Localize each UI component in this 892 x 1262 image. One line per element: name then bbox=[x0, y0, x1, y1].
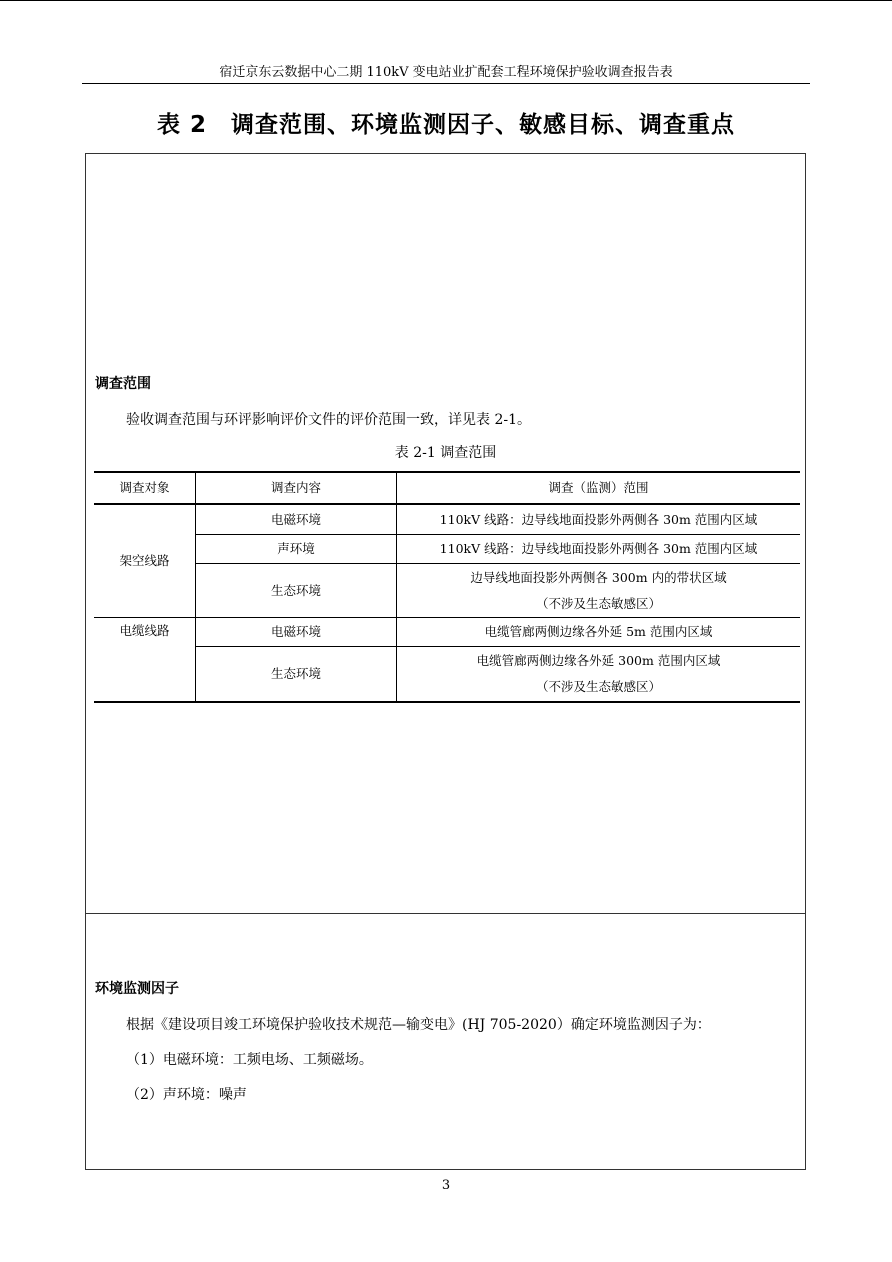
range-line: 边导线地面投影外两侧各 300m 内的带状区域 bbox=[470, 569, 727, 585]
range-line: 电缆管廊两侧边缘各外延 300m 范围内区域 bbox=[476, 653, 721, 668]
page-header: 宿迁京东云数据中心二期 110kV 变电站业扩配套工程环境保护验收调查报告表 bbox=[219, 65, 673, 80]
survey-scope-table bbox=[94, 471, 800, 703]
content-cell: 声环境 bbox=[196, 535, 397, 564]
range-note: （不涉及生态敏感区） bbox=[535, 679, 661, 694]
content-cell: 生态环境 bbox=[196, 564, 397, 618]
table-row bbox=[94, 504, 800, 535]
object-cell-cable: 电缆线路 bbox=[94, 618, 196, 703]
survey-scope-heading: 调查范围 bbox=[95, 376, 151, 392]
table-row bbox=[94, 618, 800, 647]
content-cell: 生态环境 bbox=[196, 647, 397, 703]
survey-scope-section bbox=[85, 153, 806, 914]
table-header-row bbox=[94, 472, 800, 504]
content-cell: 电磁环境 bbox=[196, 618, 397, 647]
column-header-content: 调查内容 bbox=[196, 472, 397, 504]
object-cell-overhead: 架空线路 bbox=[94, 504, 196, 618]
survey-scope-paragraph: 验收调查范围与环评影响评价文件的评价范围一致，详见表 2-1。 bbox=[126, 412, 531, 428]
monitoring-factors-paragraph: 根据《建设项目竣工环境保护验收技术规范—输变电》(HJ 705-2020）确定环境监测因子为： bbox=[126, 1017, 711, 1033]
table-row bbox=[94, 535, 800, 564]
monitoring-item: （2）声环境：噪声 bbox=[126, 1087, 247, 1103]
range-cell: 110kV 线路：边导线地面投影外两侧各 30m 范围内区域 bbox=[397, 504, 801, 535]
range-cell: 电缆管廊两侧边缘各外延 5m 范围内区域 bbox=[397, 618, 801, 647]
range-cell: 110kV 线路：边导线地面投影外两侧各 30m 范围内区域 bbox=[397, 535, 801, 564]
monitoring-factors-section bbox=[85, 913, 806, 1170]
header-rule bbox=[82, 83, 810, 84]
table-caption: 表 2-1 调查范围 bbox=[394, 445, 497, 461]
page-title: 表 2 调查范围、环境监测因子、敏感目标、调查重点 bbox=[156, 112, 735, 138]
monitoring-item: （1）电磁环境：工频电场、工频磁场。 bbox=[126, 1052, 373, 1068]
range-note: （不涉及生态敏感区） bbox=[535, 595, 661, 611]
range-cell bbox=[397, 564, 801, 618]
monitoring-factors-heading: 环境监测因子 bbox=[95, 981, 179, 997]
column-header-range: 调查（监测）范围 bbox=[397, 472, 801, 504]
page-number: 3 bbox=[441, 1178, 451, 1193]
range-cell bbox=[397, 647, 801, 703]
column-header-object: 调查对象 bbox=[94, 472, 196, 504]
top-border bbox=[0, 0, 892, 1]
content-cell: 电磁环境 bbox=[196, 504, 397, 535]
table-row bbox=[94, 647, 800, 703]
table-row bbox=[94, 564, 800, 618]
